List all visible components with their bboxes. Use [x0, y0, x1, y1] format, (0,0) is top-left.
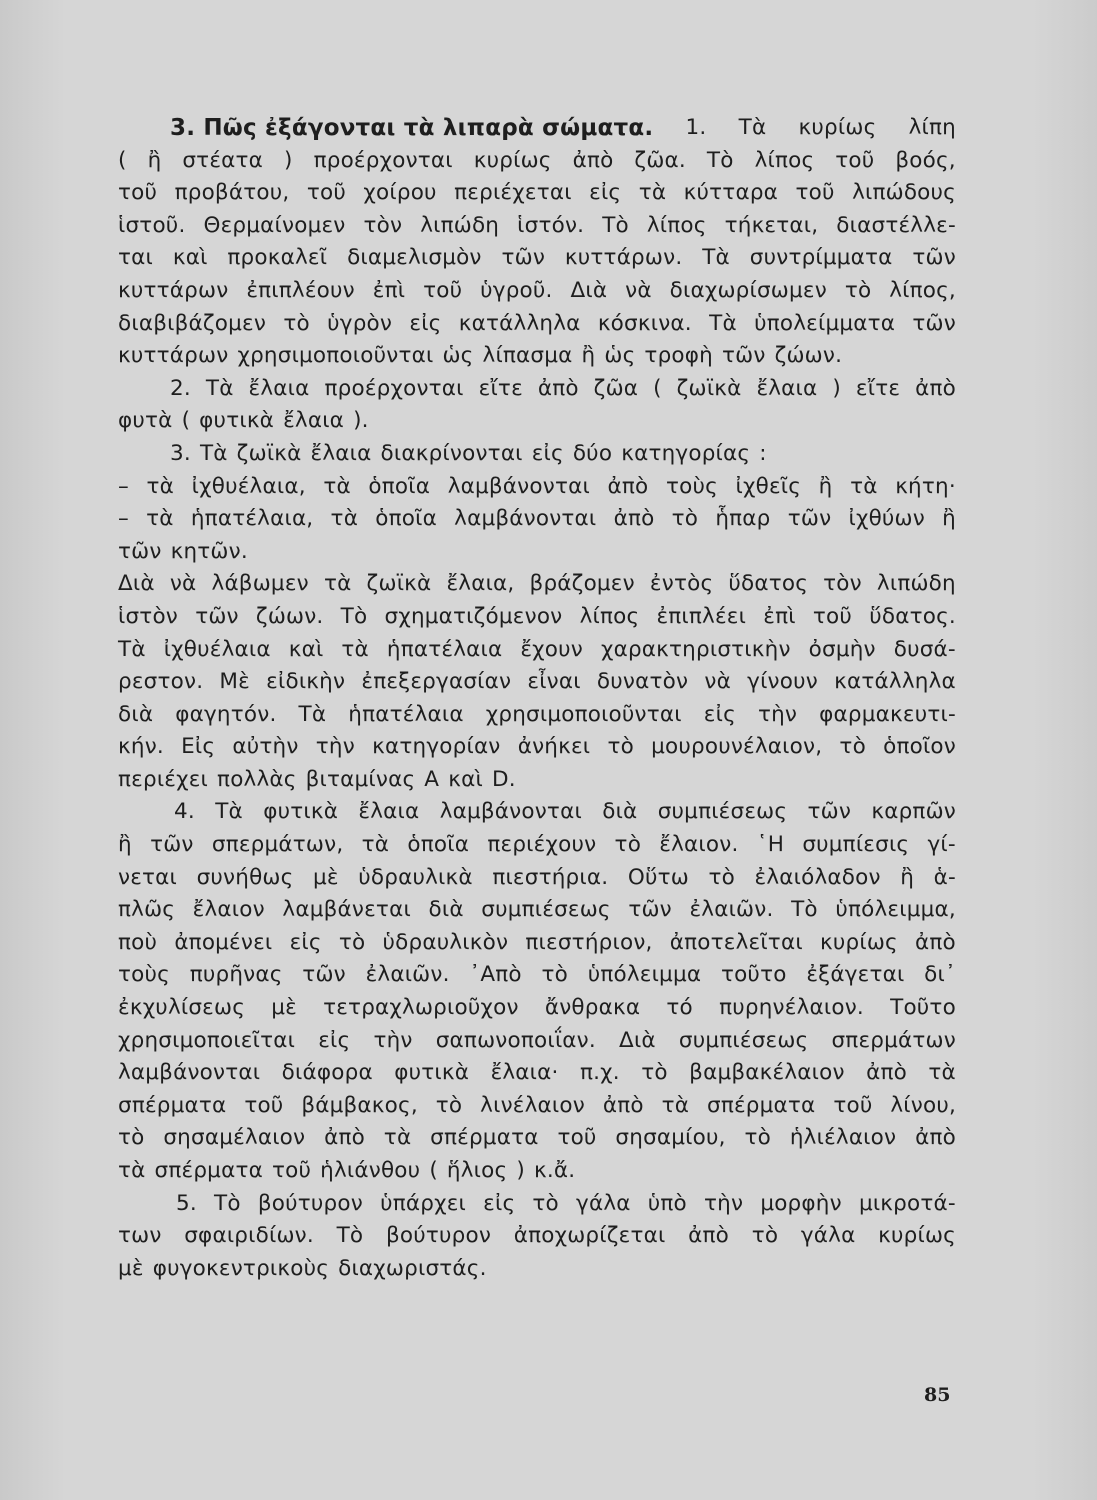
text-line: ρεστον. Μὲ εἰδικὴν ἐπεξεργασίαν εἶναι δυνατὸν νὰ γίνουν κατάλληλα — [118, 669, 956, 695]
text-line: λαμβάνονται διάφορα φυτικὰ ἔλαια· π.χ. τὸ βαμβακέλαιον ἀπὸ τὰ — [118, 1060, 956, 1086]
text-line: ἢ τῶν σπερμάτων, τὰ ὁποῖα περιέχουν τὸ ἔλαιον. ῾Η συμπίεσις γί- — [118, 832, 956, 858]
heading-line: 3. Πῶς ἐξάγονται τὰ λιπαρὰ σώματα. 1. Τὰ κυρίως λίπη — [118, 112, 956, 145]
text-line: 5. Τὸ βούτυρον ὑπάρχει εἰς τὸ γάλα ὑπὸ τὴν μορφὴν μικροτά- — [176, 1190, 956, 1216]
body-text — [118, 112, 956, 1285]
text-line: κυττάρων χρησιμοποιοῦνται ὡς λίπασμα ἢ ὡς τροφὴ τῶν ζώων. — [118, 343, 843, 369]
section-heading: 3. Πῶς ἐξάγονται τὰ λιπαρὰ σώματα. — [170, 115, 654, 141]
text-line: τὸ σησαμέλαιον ἀπὸ τὰ σπέρματα τοῦ σησαμίου, τὸ ἡλιέλαιον ἀπὸ — [118, 1125, 956, 1151]
text-line: κυττάρων ἐπιπλέουν ἐπὶ τοῦ ὑγροῦ. Διὰ νὰ διαχωρίσωμεν τὸ λίπος, — [118, 277, 956, 303]
text-line: νεται συνήθως μὲ ὑδραυλικὰ πιεστήρια. Οὕτω τὸ ἐλαιόλαδον ἢ ἁ- — [118, 864, 956, 890]
text-line: κήν. Εἰς αὐτὴν τὴν κατηγορίαν ἀνήκει τὸ μουρουνέλαιον, τὸ ὁποῖον — [118, 734, 956, 760]
text-line: τοῦ προβάτου, τοῦ χοίρου περιέχεται εἰς τὰ κύτταρα τοῦ λιπώδους — [118, 180, 956, 206]
text-line: χρησιμοποιεῖται εἰς τὴν σαπωνοποιΐαν. Διὰ συμπιέσεως σπερμάτων — [118, 1027, 956, 1053]
text-line: Διὰ νὰ λάβωμεν τὰ ζωϊκὰ ἔλαια, βράζομεν ἐντὸς ὕδατος τὸν λιπώδη — [118, 571, 956, 597]
text-line: Τὰ ἰχθυέλαια καὶ τὰ ἡπατέλαια ἔχουν χαρακτηριστικὴν ὀσμὴν δυσά- — [118, 636, 956, 662]
text-line: – τὰ ἡπατέλαια, τὰ ὁποῖα λαμβάνονται ἀπὸ τὸ ἧπαρ τῶν ἰχθύων ἢ — [118, 506, 956, 532]
text-line: τοὺς πυρῆνας τῶν ἐλαιῶν. ᾿Απὸ τὸ ὑπόλειμμα τοῦτο ἐξάγεται δι᾿ — [118, 962, 956, 988]
text-line: ποὺ ἀπομένει εἰς τὸ ὑδραυλικὸν πιεστήριον, ἀποτελεῖται κυρίως ἀπὸ — [118, 929, 956, 955]
text-line: των σφαιριδίων. Τὸ βούτυρον ἀποχωρίζεται ἀπὸ τὸ γάλα κυρίως — [118, 1223, 956, 1249]
text-line: ἱστὸν τῶν ζώων. Τὸ σχηματιζόμενον λίπος ἐπιπλέει ἐπὶ τοῦ ὕδατος. — [118, 603, 956, 629]
text-line: ἐκχυλίσεως μὲ τετραχλωριοῦχον ἄνθρακα τό πυρηνέλαιον. Τοῦτο — [118, 995, 956, 1021]
text-line: 3. Τὰ ζωϊκὰ ἔλαια διακρίνονται εἰς δύο κατηγορίας : — [170, 440, 767, 466]
text-line: σπέρματα τοῦ βάμβακος, τὸ λινέλαιον ἀπὸ τὰ σπέρματα τοῦ λίνου, — [118, 1092, 956, 1118]
text-line: πλῶς ἔλαιον λαμβάνεται διὰ συμπιέσεως τῶν ἐλαιῶν. Τὸ ὑπόλειμμα, — [118, 897, 956, 923]
text-line: διὰ φαγητόν. Τὰ ἡπατέλαια χρησιμοποιοῦνται εἰς τὴν φαρμακευτι- — [118, 701, 956, 727]
text-line: τὰ σπέρματα τοῦ ἡλιάνθου ( ἥλιος ) κ.ἄ. — [118, 1158, 576, 1183]
text-line: διαβιβάζομεν τὸ ὑγρὸν εἰς κατάλληλα κόσκινα. Τὰ ὑπολείμματα τῶν — [118, 310, 956, 336]
text-line: ( ἢ στέατα ) προέρχονται κυρίως ἀπὸ ζῶα. Τὸ λίπος τοῦ βοός, — [118, 147, 956, 173]
text-line: τῶν κητῶν. — [118, 538, 248, 564]
text-line: 2. Τὰ ἔλαια προέρχονται εἴτε ἀπὸ ζῶα ( ζωϊκὰ ἔλαια ) εἴτε ἀπὸ — [170, 375, 956, 401]
text-line: ται καὶ προκαλεῖ διαμελισμὸν τῶν κυττάρων. Τὰ συντρίμματα τῶν — [118, 245, 956, 271]
text-line: 4. Τὰ φυτικὰ ἔλαια λαμβάνονται διὰ συμπιέσεως τῶν καρπῶν — [174, 799, 956, 825]
text-line: μὲ φυγοκεντρικοὺς διαχωριστάς. — [118, 1255, 487, 1281]
page-number: 85 — [924, 1384, 951, 1406]
text-line: περιέχει πολλὰς βιταμίνας Α καὶ D. — [118, 766, 516, 792]
text-line: ἱστοῦ. Θερμαίνομεν τὸν λιπώδη ἱστόν. Τὸ λίπος τήκεται, διαστέλλε- — [118, 212, 956, 238]
text-line: φυτὰ ( φυτικὰ ἔλαια ). — [118, 408, 369, 434]
text-line: – τὰ ἰχθυέλαια, τὰ ὁποῖα λαμβάνονται ἀπὸ τοὺς ἰχθεῖς ἢ τὰ κήτη· — [118, 473, 956, 499]
